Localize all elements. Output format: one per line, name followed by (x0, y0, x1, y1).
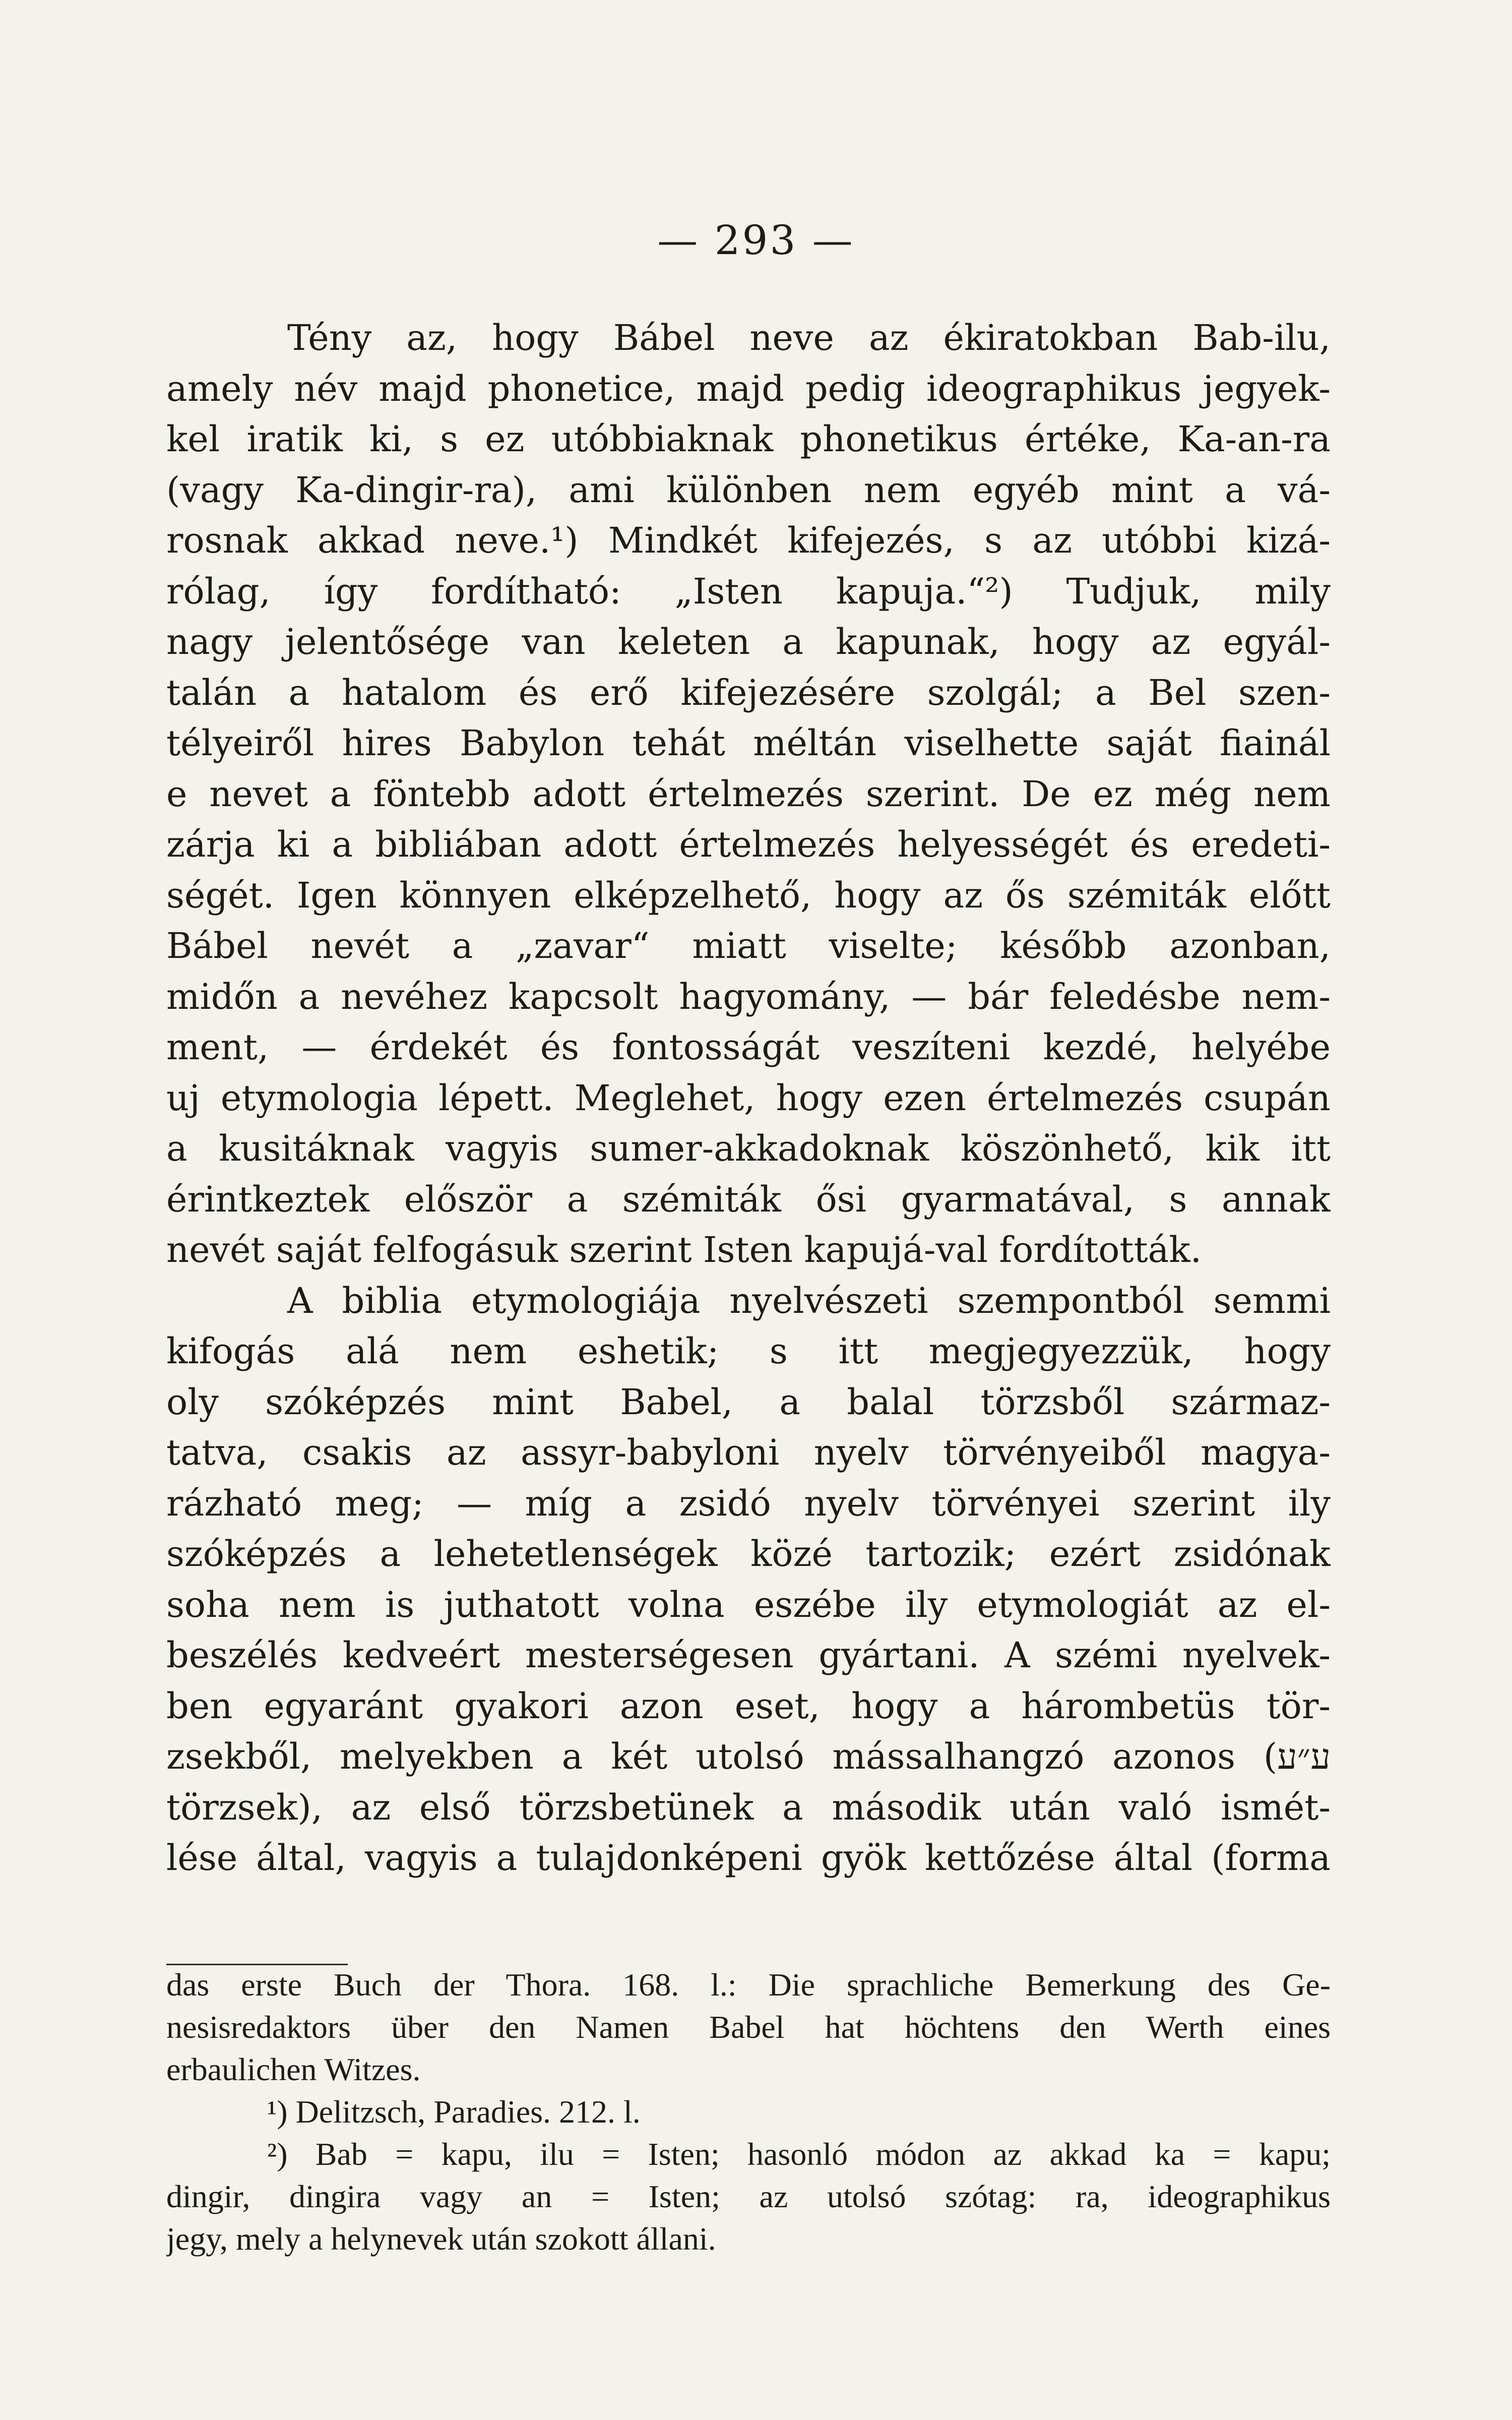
main-text (166, 313, 1331, 1884)
text-line: Bábel nevét a „zavar“ miatt viselte; később azonban, (166, 925, 1331, 966)
text-line: kifogás alá nem eshetik; s itt megjegyezzük, hogy (166, 1330, 1331, 1372)
text-line: beszélés kedveért mesterségesen gyártani. A szémi nyelvek- (166, 1635, 1331, 1676)
footnote-line: das erste Buch der Thora. 168. l.: Die sprachliche Bemerkung des Ge- (166, 1967, 1331, 2003)
text-line: rólag, így fordítható: „Isten kapuja.“²) Tudjuk, mily (166, 570, 1331, 612)
footnote-line: ²) Bab = kapu, ilu = Isten; hasonló módon az akkad ka = kapu; (267, 2136, 1331, 2172)
footnote-line: dingir, dingira vagy an = Isten; az utolsó szótag: ra, ideographikus (166, 2179, 1331, 2214)
text-line: érintkeztek először a szémiták ősi gyarmatával, s annak (166, 1178, 1331, 1220)
text-line: zsekből, melyekben a két utolsó mássalhangzó azonos (ע״ע (166, 1736, 1331, 1777)
text-line: rázható meg; — míg a zsidó nyelv törvényei szerint ily (166, 1482, 1331, 1524)
text-line: soha nem is juthatott volna eszébe ily etymologiát az el- (166, 1584, 1331, 1625)
text-line: ment, — érdekét és fontosságát veszíteni kezdé, helyébe (166, 1026, 1331, 1068)
text-line: (vagy Ka-dingir-ra), ami különben nem egyéb mint a vá- (166, 469, 1331, 511)
text-line: nagy jelentősége van keleten a kapunak, hogy az egyál- (166, 621, 1331, 662)
text-line: télyeiről hires Babylon tehát méltán viselhette saját fiainál (166, 722, 1331, 764)
text-line: rosnak akkad neve.¹) Mindkét kifejezés, s az utóbbi kizá- (166, 520, 1331, 561)
text-line: uj etymologia lépett. Meglehet, hogy ezen értelmezés csupán (166, 1077, 1331, 1119)
text-line: ségét. Igen könnyen elképzelhető, hogy az ős szémiták előtt (166, 874, 1331, 916)
footnotes (166, 1964, 1331, 2260)
text-line: oly szóképzés mint Babel, a balal törzsből származ- (166, 1381, 1331, 1423)
text-line: tatva, csakis az assyr-babyloni nyelv törvényeiből magya- (166, 1432, 1331, 1473)
text-line: A biblia etymologiája nyelvészeti szempontból semmi (287, 1280, 1331, 1321)
page-number: — 293 — (657, 217, 855, 264)
text-line: kel iratik ki, s ez utóbbiaknak phonetikus értéke, Ka-an-ra (166, 418, 1331, 460)
text-line: amely név majd phonetice, majd pedig ideographikus jegyek- (166, 368, 1331, 409)
text-line: lése által, vagyis a tulajdonképeni gyök kettőzése által (forma (166, 1837, 1331, 1879)
text-line: nevét saját felfogásuk szerint Isten kapujá-val fordították. (166, 1229, 1202, 1270)
text-line: a kusitáknak vagyis sumer-akkadoknak köszönhető, kik itt (166, 1128, 1331, 1169)
text-line: szóképzés a lehetetlenségek közé tartozik; ezért zsidónak (166, 1533, 1331, 1575)
footnote-line: ¹) Delitzsch, Paradies. 212. l. (267, 2094, 641, 2130)
text-line: midőn a nevéhez kapcsolt hagyomány, — bár feledésbe nem- (166, 976, 1331, 1017)
text-line: zárja ki a bibliában adott értelmezés helyességét és eredeti- (166, 824, 1331, 865)
footnote-line: nesisredaktors über den Namen Babel hat höchtens den Werth eines (166, 2009, 1331, 2045)
footnote-line: erbaulichen Witzes. (166, 2051, 421, 2087)
text-line: e nevet a föntebb adott értelmezés szerint. De ez még nem (166, 773, 1331, 815)
text-line: talán a hatalom és erő kifejezésére szolgál; a Bel szen- (166, 672, 1331, 713)
text-line: törzsek), az első törzsbetünek a második után való ismét- (166, 1786, 1331, 1828)
text-line: ben egyaránt gyakori azon eset, hogy a hárombetüs tör- (166, 1685, 1331, 1727)
text-line: Tény az, hogy Bábel neve az ékiratokban Bab-ilu, (287, 317, 1331, 358)
footnote-line: jegy, mely a helynevek után szokott állani. (166, 2221, 716, 2257)
